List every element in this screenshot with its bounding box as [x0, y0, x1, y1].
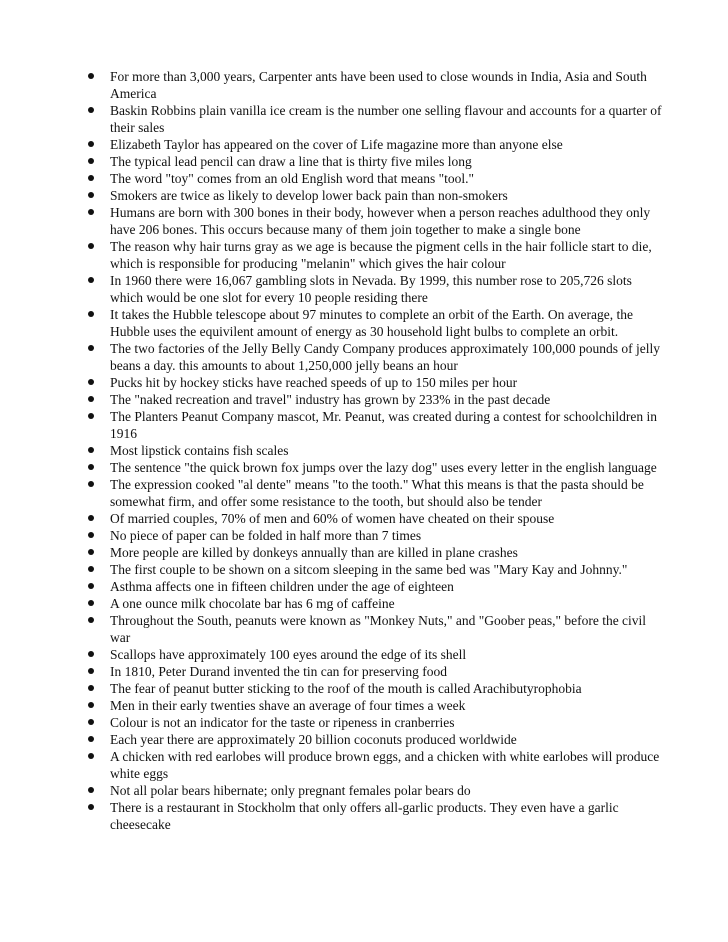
- bullet-icon: [88, 566, 94, 572]
- fact-text: Of married couples, 70% of men and 60% of women have cheated on their spouse: [110, 511, 555, 526]
- bullet-icon: [88, 243, 94, 249]
- fact-item: [86, 595, 666, 612]
- bullet-icon: [88, 311, 94, 317]
- fact-text: No piece of paper can be folded in half more than 7 times: [110, 528, 422, 543]
- bullet-icon: [88, 719, 94, 725]
- fact-item: [86, 544, 666, 561]
- fact-text: The expression cooked "al dente" means "to the tooth." What this means is that the pasta should be somewhat firm, and offer some resistance to the tooth, but should also be tender: [110, 477, 644, 509]
- fact-item: [86, 476, 666, 510]
- bullet-icon: [88, 481, 94, 487]
- fact-item: [86, 680, 666, 697]
- fact-item: [86, 714, 666, 731]
- fact-text: The sentence "the quick brown fox jumps over the lazy dog" uses every letter in the english language: [110, 460, 657, 475]
- fact-text: Scallops have approximately 100 eyes around the edge of its shell: [110, 647, 467, 662]
- fact-text: A chicken with red earlobes will produce brown eggs, and a chicken with white earlobes will produce white eggs: [110, 749, 660, 781]
- fact-item: [86, 527, 666, 544]
- fact-text: Asthma affects one in fifteen children under the age of eighteen: [110, 579, 454, 594]
- bullet-icon: [88, 515, 94, 521]
- fact-text: Baskin Robbins plain vanilla ice cream is the number one selling flavour and accounts for a quarter of their sales: [110, 103, 662, 135]
- bullet-icon: [88, 753, 94, 759]
- fact-text: Each year there are approximately 20 billion coconuts produced worldwide: [110, 732, 517, 747]
- fact-item: [86, 697, 666, 714]
- fact-item: [86, 612, 666, 646]
- bullet-icon: [88, 583, 94, 589]
- fact-item: [86, 374, 666, 391]
- fact-item: [86, 748, 666, 782]
- bullet-icon: [88, 651, 94, 657]
- fact-text: The fear of peanut butter sticking to the roof of the mouth is called Arachibutyrophobia: [110, 681, 582, 696]
- fact-item: [86, 136, 666, 153]
- fact-text: The word "toy" comes from an old English word that means "tool.": [110, 171, 474, 186]
- bullet-icon: [88, 73, 94, 79]
- fact-item: [86, 340, 666, 374]
- fact-text: A one ounce milk chocolate bar has 6 mg of caffeine: [110, 596, 395, 611]
- bullet-icon: [88, 464, 94, 470]
- fact-text: The two factories of the Jelly Belly Candy Company produces approximately 100,000 pounds of jelly beans a day. this amounts to about 1,250,000 jelly beans an hour: [110, 341, 661, 373]
- fact-item: [86, 459, 666, 476]
- fact-text: Men in their early twenties shave an average of four times a week: [110, 698, 466, 713]
- bullet-icon: [88, 617, 94, 623]
- fact-text: The reason why hair turns gray as we age is because the pigment cells in the hair follicle start to die, which is responsible for producing "melanin" which gives the hair colour: [110, 239, 652, 271]
- bullet-icon: [88, 158, 94, 164]
- bullet-icon: [88, 736, 94, 742]
- bullet-icon: [88, 600, 94, 606]
- bullet-icon: [88, 685, 94, 691]
- fact-text: Not all polar bears hibernate; only pregnant females polar bears do: [110, 783, 471, 798]
- fact-item: [86, 306, 666, 340]
- fact-text: The first couple to be shown on a sitcom sleeping in the same bed was "Mary Kay and Johnny.": [110, 562, 628, 577]
- bullet-icon: [88, 804, 94, 810]
- fact-text: The Planters Peanut Company mascot, Mr. Peanut, was created during a contest for schoolchildren in 1916: [110, 409, 657, 441]
- bullet-icon: [88, 175, 94, 181]
- bullet-icon: [88, 549, 94, 555]
- bullet-icon: [88, 787, 94, 793]
- fact-list: [86, 68, 666, 833]
- fact-text: The "naked recreation and travel" industry has grown by 233% in the past decade: [110, 392, 551, 407]
- fact-text: For more than 3,000 years, Carpenter ants have been used to close wounds in India, Asia and South America: [110, 69, 647, 101]
- fact-item: [86, 238, 666, 272]
- bullet-icon: [88, 447, 94, 453]
- bullet-icon: [88, 413, 94, 419]
- fact-text: Pucks hit by hockey sticks have reached speeds of up to 150 miles per hour: [110, 375, 518, 390]
- fact-item: [86, 510, 666, 527]
- bullet-icon: [88, 345, 94, 351]
- fact-item: [86, 663, 666, 680]
- fact-text: Most lipstick contains fish scales: [110, 443, 289, 458]
- fact-text: In 1960 there were 16,067 gambling slots in Nevada. By 1999, this number rose to 205,726 slots which would be one slot for every 10 people residing there: [110, 273, 632, 305]
- fact-item: [86, 782, 666, 799]
- fact-item: [86, 153, 666, 170]
- bullet-icon: [88, 107, 94, 113]
- fact-item: [86, 731, 666, 748]
- fact-text: Smokers are twice as likely to develop lower back pain than non-smokers: [110, 188, 508, 203]
- bullet-icon: [88, 668, 94, 674]
- fact-text: There is a restaurant in Stockholm that only offers all-garlic products. They even have a garlic cheesecake: [110, 800, 619, 832]
- bullet-icon: [88, 379, 94, 385]
- fact-item: [86, 204, 666, 238]
- fact-item: [86, 561, 666, 578]
- fact-item: [86, 391, 666, 408]
- bullet-icon: [88, 532, 94, 538]
- fact-item: [86, 170, 666, 187]
- fact-text: Throughout the South, peanuts were known as "Monkey Nuts," and "Goober peas," before the civil war: [110, 613, 647, 645]
- bullet-icon: [88, 702, 94, 708]
- fact-item: [86, 442, 666, 459]
- fact-text: More people are killed by donkeys annually than are killed in plane crashes: [110, 545, 518, 560]
- fact-text: It takes the Hubble telescope about 97 minutes to complete an orbit of the Earth. On average, the Hubble uses the equivilent amount of energy as 30 household light bulbs to complete an orbit.: [110, 307, 633, 339]
- fact-text: Elizabeth Taylor has appeared on the cover of Life magazine more than anyone else: [110, 137, 563, 152]
- fact-item: [86, 102, 666, 136]
- bullet-icon: [88, 141, 94, 147]
- fact-item: [86, 187, 666, 204]
- fact-item: [86, 578, 666, 595]
- fact-item: [86, 646, 666, 663]
- bullet-icon: [88, 396, 94, 402]
- fact-item: [86, 68, 666, 102]
- bullet-icon: [88, 192, 94, 198]
- fact-text: Humans are born with 300 bones in their body, however when a person reaches adulthood they only have 206 bones. This occurs because many of them join together to make a single bone: [110, 205, 651, 237]
- fact-item: [86, 799, 666, 833]
- fact-item: [86, 272, 666, 306]
- fact-text: In 1810, Peter Durand invented the tin can for preserving food: [110, 664, 448, 679]
- fact-text: Colour is not an indicator for the taste or ripeness in cranberries: [110, 715, 455, 730]
- bullet-icon: [88, 209, 94, 215]
- bullet-icon: [88, 277, 94, 283]
- fact-text: The typical lead pencil can draw a line that is thirty five miles long: [110, 154, 472, 169]
- fact-item: [86, 408, 666, 442]
